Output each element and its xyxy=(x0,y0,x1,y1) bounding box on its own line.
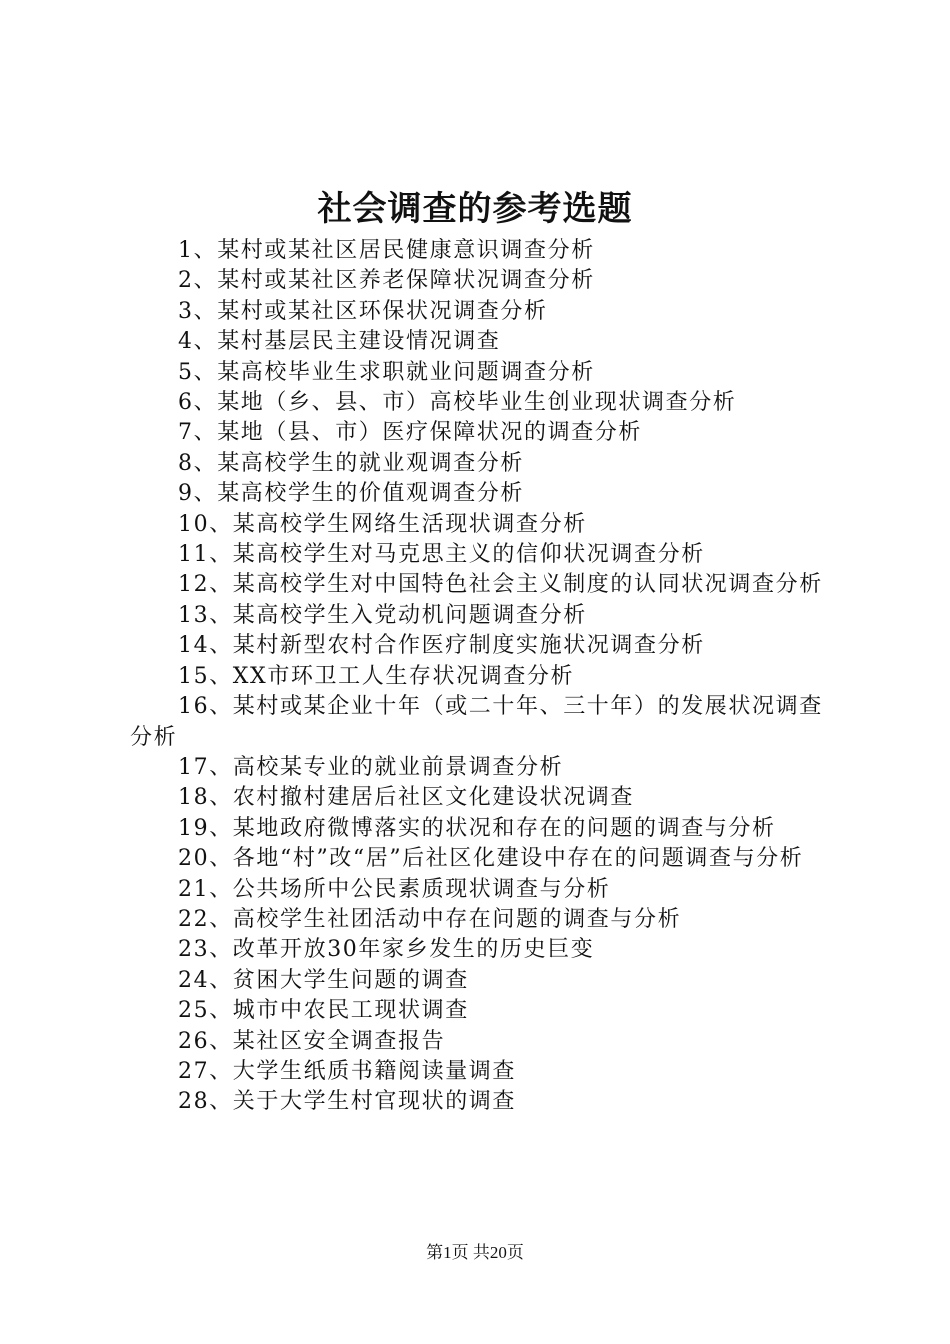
topic-list xyxy=(130,236,834,1118)
list-item: 28、关于大学生村官现状的调查 xyxy=(178,1089,516,1115)
document-title: 社会调查的参考选题 xyxy=(317,189,633,229)
list-item: 17、高校某专业的就业前景调查分析 xyxy=(178,754,564,780)
list-item: 12、某高校学生对中国特色社会主义制度的认同状况调查分析 xyxy=(178,572,823,598)
list-item: 19、某地政府微博落实的状况和存在的问题的调查与分析 xyxy=(178,815,776,841)
list-item: 24、贫困大学生问题的调查 xyxy=(178,967,469,993)
list-item: 10、某高校学生网络生活现状调查分析 xyxy=(178,511,587,537)
list-item: 22、高校学生社团活动中存在问题的调查与分析 xyxy=(178,906,682,932)
list-item: 23、改革开放30年家乡发生的历史巨变 xyxy=(178,937,595,963)
list-item: 5、某高校毕业生求职就业问题调查分析 xyxy=(178,359,595,385)
list-item: 21、公共场所中公民素质现状调查与分析 xyxy=(178,876,611,902)
list-item: 11、某高校学生对马克思主义的信仰状况调查分析 xyxy=(178,542,705,568)
list-item: 4、某村基层民主建设情况调查 xyxy=(178,329,501,355)
list-item: 7、某地（县、市）医疗保障状况的调查分析 xyxy=(178,420,642,446)
list-item: 13、某高校学生入党动机问题调查分析 xyxy=(178,602,587,628)
list-item: 1、某村或某社区居民健康意识调查分析 xyxy=(178,238,595,263)
list-item: 2、某村或某社区养老保障状况调查分析 xyxy=(178,268,595,294)
list-item: 3、某村或某社区环保状况调查分析 xyxy=(178,298,548,324)
list-item: 15、XX市环卫工人生存状况调查分析 xyxy=(178,663,575,689)
list-item: 14、某村新型农村合作医疗制度实施状况调查分析 xyxy=(178,633,705,659)
list-item: 18、农村撤村建居后社区文化建设状况调查 xyxy=(178,785,634,811)
list-item: 6、某地（乡、县、市）高校毕业生创业现状调查分析 xyxy=(178,390,737,416)
list-item: 25、城市中农民工现状调查 xyxy=(178,998,469,1024)
list-item: 27、大学生纸质书籍阅读量调查 xyxy=(178,1058,516,1084)
list-item: 8、某高校学生的就业观调查分析 xyxy=(178,450,524,476)
list-item: 9、某高校学生的价值观调查分析 xyxy=(178,481,524,507)
list-item: 20、各地“村”改“居”后社区化建设中存在的问题调查与分析 xyxy=(178,846,804,872)
list-item: 26、某社区安全调查报告 xyxy=(178,1028,446,1054)
list-item: 16、某村或某企业十年（或二十年、三十年）的发展状况调查分析 xyxy=(130,694,823,750)
page-number: 第1页 共20页 xyxy=(426,1243,524,1262)
